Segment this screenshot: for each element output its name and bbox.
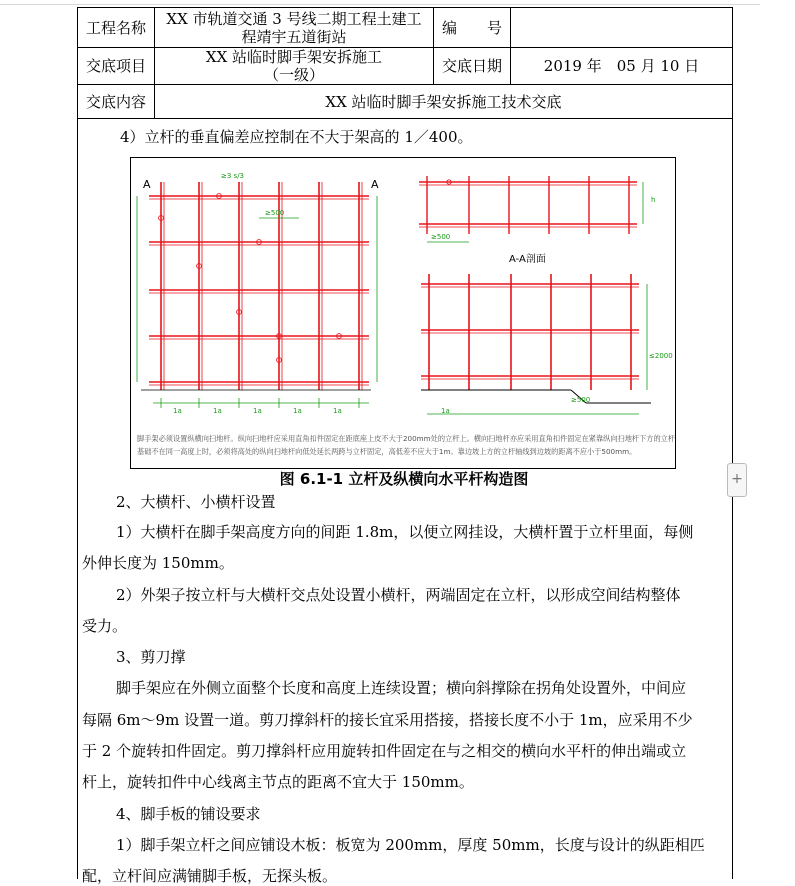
dimension-label: ≥500: [431, 233, 451, 241]
section-title: A-A剖面: [509, 254, 546, 265]
span-label: 1a: [213, 407, 222, 415]
paragraph-small-bar-2: 受力。: [82, 617, 128, 635]
paragraph-brace-4: 杆上，旋转扣件中心线离主节点的距离不宜大于 150mm。: [82, 773, 474, 791]
project-name-label: 工程名称: [78, 8, 155, 48]
dimension-label: ≤2000: [649, 352, 673, 360]
date-value: 2019 年 05 月 10 日: [511, 48, 733, 85]
front-elevation: [141, 182, 371, 390]
paragraph-plank-1: 1）脚手架立杆之间应铺设木板：板宽为 200mm，厚度 50mm，长度与设计的纵距相匹: [116, 836, 705, 854]
figure-caption: 图 6.1-1 立杆及纵横向水平杆构造图: [279, 470, 529, 488]
scaffold-drawing: [131, 158, 675, 468]
number-value: [511, 8, 733, 48]
section-view: [421, 274, 651, 403]
content-label: 交底内容: [78, 85, 155, 119]
paragraph-big-bar-1: 1）大横杆在脚手架高度方向的间距 1.8m，以便立网挂设，大横杆置于立杆里面，每侧: [116, 523, 694, 541]
number-label: 编 号: [434, 8, 511, 48]
item-label: 交底项目: [78, 48, 155, 85]
project-name-value: XX 市轨道交通 3 号线二期工程土建工 程靖宇五道街站: [155, 8, 434, 48]
span-label: 1a: [441, 407, 450, 415]
section-mark-left: A: [143, 178, 151, 191]
dimension-label: ≥500: [265, 209, 285, 217]
section-mark-right: A: [371, 178, 379, 191]
span-label: 1a: [253, 407, 262, 415]
scaffold-figure: [130, 157, 676, 469]
span-label: 1a: [333, 407, 342, 415]
figure-note-line2: 基础不在同一高度上时，必须将高处的纵向扫地杆向低处延长两跨与立杆固定，高低差不应大于1m。靠边坡上方的立杆轴线到边坡的距离不应小于500mm。: [137, 447, 637, 456]
paragraph-vertical-deviation: 4）立杆的垂直偏差应控制在不大于架高的 1／400。: [120, 128, 473, 146]
add-comment-button[interactable]: +: [727, 463, 747, 497]
figure-note-line1: 脚手架必须设置纵横向扫地杆。纵向扫地杆应采用直角扣件固定在距底座上皮不大于200mm处的立杆上。横向扫地杆亦应采用直角扣件固定在紧靠纵向扫地杆下方的立杆上。当立杆: [137, 434, 675, 443]
paragraph-small-bar-1: 2）外架子按立杆与大横杆交点处设置小横杆，两端固定在立杆，以形成空间结构整体: [116, 586, 681, 604]
dimension-lines: [137, 172, 673, 415]
paragraph-brace-3: 于 2 个旋转扣件固定。剪刀撑斜杆应用旋转扣件固定在与之相交的横向水平杆的伸出端或立: [82, 742, 687, 760]
span-label: 1a: [173, 407, 182, 415]
dimension-label: ≥3 s/3: [221, 172, 245, 180]
paragraph-brace-1: 脚手架应在外侧立面整个长度和高度上连续设置；横向斜撑除在拐角处设置外，中间应: [116, 679, 687, 697]
dimension-label: ≥500: [571, 396, 591, 404]
dimension-label: h: [651, 196, 656, 204]
paragraph-brace-2: 每隔 6m～9m 设置一道。剪刀撑斜杆的接长宜采用搭接，搭接长度不小于 1m，应采用不少: [82, 711, 693, 729]
item-value: XX 站临时脚手架安拆施工 （一级）: [155, 48, 434, 85]
paragraph-plank-2: 配，立杆间应满铺脚手板，无探头板。: [82, 867, 338, 885]
page-top-border: [0, 4, 760, 5]
paragraph-big-bar-2: 外伸长度为 150mm。: [82, 554, 234, 572]
date-label: 交底日期: [434, 48, 511, 85]
header-table: [77, 7, 733, 119]
heading-scissor-brace: 3、剪刀撑: [116, 648, 186, 666]
content-value: XX 站临时脚手架安拆施工技术交底: [155, 85, 733, 119]
heading-horizontal-bars: 2、大横杆、小横杆设置: [116, 493, 276, 511]
span-label: 1a: [293, 407, 302, 415]
top-plan: [419, 176, 637, 234]
heading-plank-laying: 4、脚手板的铺设要求: [116, 805, 261, 823]
